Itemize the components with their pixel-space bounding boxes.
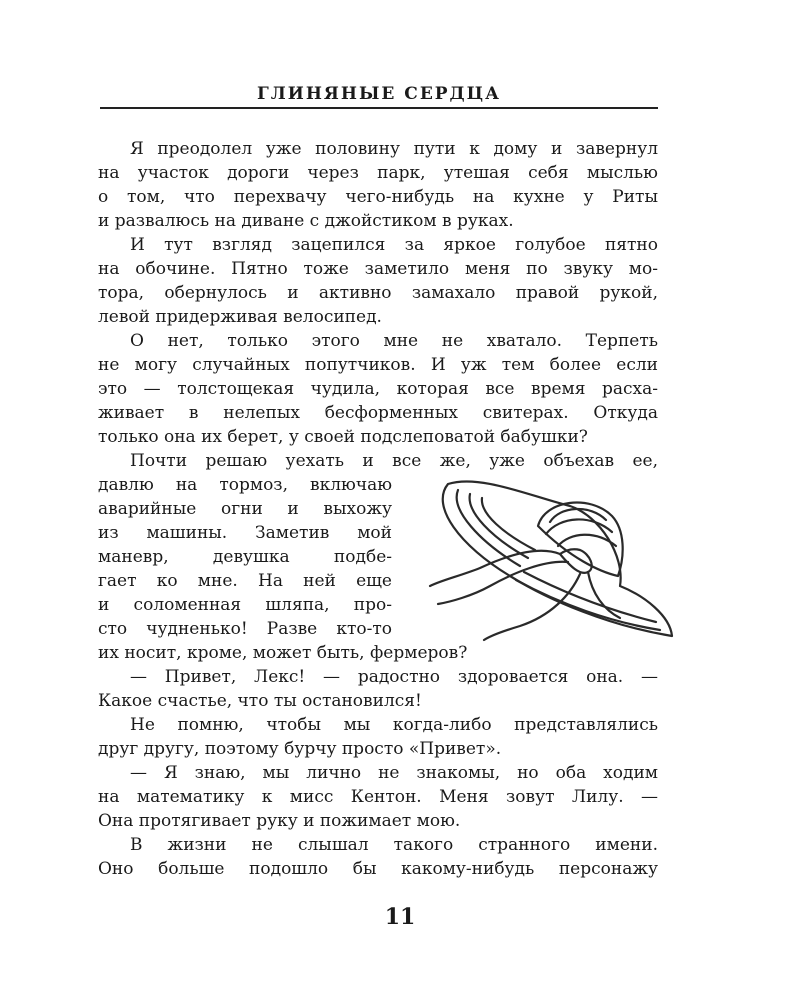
text-line: левой придерживая велосипед. <box>98 307 382 327</box>
text-line: Не помню, чтобы мы когда-либо представлялись <box>130 715 658 735</box>
straw-hat-illustration <box>420 476 675 644</box>
header-rule <box>100 107 658 109</box>
text-line: сто чудненько! Разве кто-то <box>98 619 392 639</box>
running-header: ГЛИНЯНЫЕ СЕРДЦА <box>257 84 501 104</box>
text-line: гает ко мне. На ней еще <box>98 571 392 591</box>
text-line: — Я знаю, мы лично не знакомы, но оба ходим <box>130 763 658 783</box>
text-line: давлю на тормоз, включаю <box>98 475 392 495</box>
text-line: живает в нелепых бесформенных свитерах. Откуда <box>98 403 658 423</box>
text-line: В жизни не слышал такого странного имени. <box>130 835 658 855</box>
text-line: из машины. Заметив мой <box>98 523 392 543</box>
text-line: аварийные огни и выхожу <box>98 499 392 519</box>
text-line: и соломенная шляпа, про- <box>98 595 392 615</box>
text-line: на математику к мисс Кентон. Меня зовут Лилу. — <box>98 787 658 807</box>
text-line: Почти решаю уехать и все же, уже объехав ее, <box>130 451 658 471</box>
text-line: Она протягивает руку и пожимает мою. <box>98 811 461 831</box>
text-line: тора, обернулось и активно замахало правой рукой, <box>98 283 658 303</box>
text-line: на участок дороги через парк, утешая себя мыслью <box>98 163 658 183</box>
text-line: о том, что перехвачу чего-нибудь на кухне у Риты <box>98 187 658 207</box>
text-line: их носит, кроме, может быть, фермеров? <box>98 643 468 663</box>
text-line: Оно больше подошло бы какому-нибудь персонажу <box>98 859 658 879</box>
text-line: И тут взгляд зацепился за яркое голубое пятно <box>130 235 658 255</box>
page-number: 11 <box>384 904 416 930</box>
text-line: — Привет, Лекс! — радостно здоровается она. — <box>130 667 658 687</box>
text-line: это — толстощекая чудила, которая все время расха- <box>98 379 658 399</box>
text-line: только она их берет, у своей подслеповатой бабушки? <box>98 427 588 447</box>
text-line: друг другу, поэтому бурчу просто «Привет». <box>98 739 502 759</box>
text-line: не могу случайных попутчиков. И уж тем более если <box>98 355 658 375</box>
text-line: Я преодолел уже половину пути к дому и завернул <box>130 139 658 159</box>
text-line: Какое счастье, что ты остановился! <box>98 691 422 711</box>
text-line: на обочине. Пятно тоже заметило меня по звуку мо- <box>98 259 658 279</box>
text-line: маневр, девушка подбе- <box>98 547 392 567</box>
text-line: О нет, только этого мне не хватало. Терпеть <box>130 331 658 351</box>
text-line: и развалюсь на диване с джойстиком в руках. <box>98 211 514 231</box>
